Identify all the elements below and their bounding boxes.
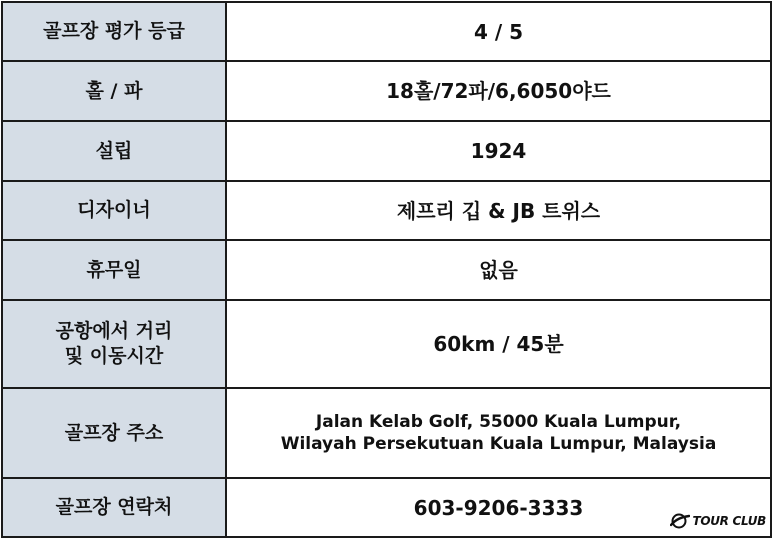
table-row — [2, 300, 771, 388]
row-label-rating: 골프장 평가 등급 — [2, 2, 226, 61]
row-value-address — [226, 388, 771, 478]
golf-course-info-table — [1, 1, 772, 538]
table-row — [2, 181, 771, 240]
row-label-closed-days: 휴무일 — [2, 240, 226, 300]
row-label-holes-par: 홀 / 파 — [2, 61, 226, 121]
table-row — [2, 2, 771, 61]
row-value-rating: 4 / 5 — [226, 2, 771, 61]
table-row — [2, 240, 771, 300]
label-line: 공항에서 거리 — [55, 320, 173, 343]
address-line: Wilayah Persekutuan Kuala Lumpur, Malaysia — [280, 434, 717, 454]
label-line: 및 이동시간 — [64, 345, 164, 367]
row-value-designer: 제프리 깁 & JB 트위스 — [226, 181, 771, 240]
table-row — [2, 478, 771, 537]
address-line: Jalan Kelab Golf, 55000 Kuala Lumpur, — [315, 411, 682, 432]
row-value-closed-days: 없음 — [226, 240, 771, 300]
tour-club-logo — [670, 513, 766, 529]
row-value-airport-distance: 60km / 45분 — [226, 300, 771, 388]
golf-swoosh-icon — [670, 513, 690, 529]
logo-text: TOUR CLUB — [692, 514, 766, 528]
table-row — [2, 121, 771, 181]
row-value-established: 1924 — [226, 121, 771, 181]
table-row — [2, 388, 771, 478]
row-label-address: 골프장 주소 — [2, 388, 226, 478]
row-value-holes-par: 18홀/72파/6,6050야드 — [226, 61, 771, 121]
row-value-contact: 603-9206-3333 — [226, 478, 771, 537]
row-label-established: 설립 — [2, 121, 226, 181]
row-label-designer: 디자이너 — [2, 181, 226, 240]
row-label-airport-distance — [2, 300, 226, 388]
table-row — [2, 61, 771, 121]
row-label-contact: 골프장 연락처 — [2, 478, 226, 537]
